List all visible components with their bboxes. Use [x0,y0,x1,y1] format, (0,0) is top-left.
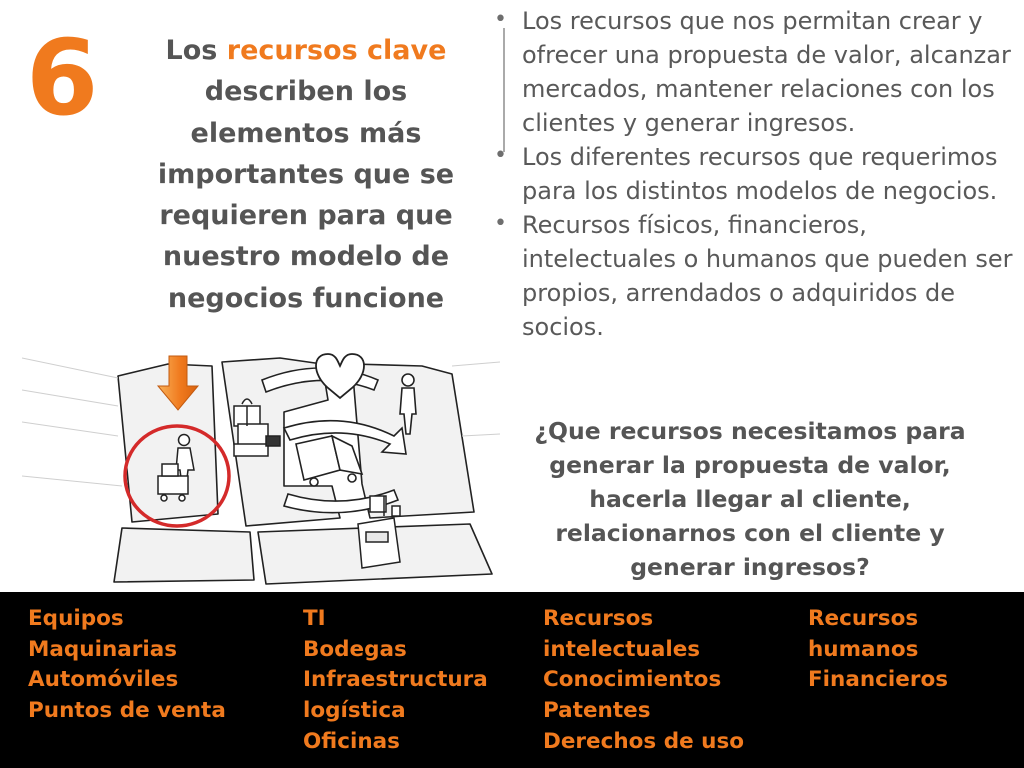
resource-item: Bodegas [303,636,407,662]
canvas-block-bottom-left [114,528,254,582]
resource-item: intelectuales [543,636,701,662]
slide-number: 6 [26,17,99,139]
resource-item: Puntos de venta [28,698,226,724]
resources-column-infrastructure [303,604,488,758]
headline-rest: describen los elementos más importantes que se requieren para que nuestro modelo de negocios funcione [157,76,455,314]
resource-item: Recursos [543,606,654,631]
resources-column-intellectual [543,604,744,758]
bullet-item: • Los diferentes recursos que requerimos para los distintos modelos de negocios. [488,140,1020,208]
resource-item: Financieros [808,667,949,693]
resources-footer [0,592,1024,768]
resource-item: Automóviles [28,667,179,693]
resource-item: Maquinarias [28,636,178,662]
resources-column-human-financial [808,604,948,696]
resource-item: Recursos [808,606,919,631]
bullet-item: • Recursos físicos, financieros, intelectuales o humanos que pueden ser propios, arrendados o adquiridos de socios. [488,208,1020,344]
resource-item: Conocimientos [543,667,722,693]
bullet-item: • Los recursos que nos permitan crear y ofrecer una propuesta de valor, alcanzar mercados, mantener relaciones con los clientes y generar ingresos. [488,4,1020,140]
bullet-list [488,4,1020,344]
resource-item: Equipos [28,606,124,631]
resources-column-physical [28,604,226,727]
resource-item: Infraestructura [303,667,488,693]
resource-item: Derechos de uso [543,728,745,754]
business-model-canvas-illustration [22,336,500,592]
headline [140,30,472,319]
truck-icon [296,436,362,486]
headline-highlight: recursos clave [226,35,447,66]
resource-item: Oficinas [303,728,400,754]
resource-item: Patentes [543,698,651,724]
resource-item: TI [303,606,326,631]
headline-prefix: Los [165,35,227,66]
key-question: ¿Que recursos necesitamos para generar la propuesta de valor, hacerla llegar al cliente, relacionarnos con el cliente y generar ingresos? [534,417,966,581]
resource-item: logística [303,698,406,724]
resource-item: humanos [808,636,919,662]
